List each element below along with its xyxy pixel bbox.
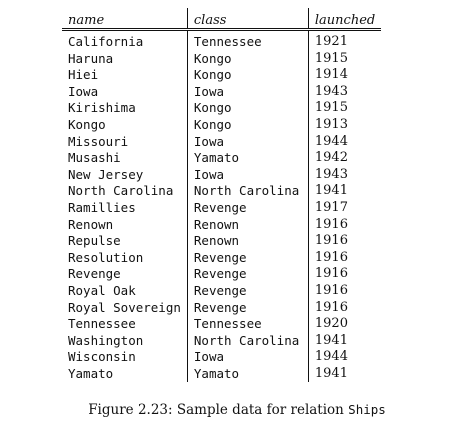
cell-launched: 1916 — [308, 300, 381, 317]
cell-name: California — [68, 34, 144, 49]
table-row — [62, 150, 381, 167]
cell-class: North Carolina — [187, 183, 308, 200]
cell-name: Revenge — [68, 266, 121, 282]
cell-class: Kongo — [187, 100, 308, 117]
cell-class: Tennessee — [187, 30, 308, 51]
cell-name: Musashi — [68, 150, 121, 166]
cell-name: Kongo — [68, 116, 106, 132]
table-row — [62, 266, 381, 283]
table-row — [62, 366, 381, 383]
header-name: name — [62, 8, 187, 30]
cell-launched: 1941 — [308, 333, 381, 350]
cell-launched: 1944 — [308, 134, 381, 151]
cell-class: Renown — [187, 217, 308, 234]
cell-name: Hiei — [68, 67, 99, 83]
cell-name: Ramillies — [68, 199, 136, 215]
cell-class: Revenge — [187, 266, 308, 283]
table-row — [62, 300, 381, 317]
table-body — [62, 30, 381, 383]
cell-class: Yamato — [187, 150, 308, 167]
cell-launched: 1915 — [308, 100, 381, 117]
cell-class: Yamato — [187, 366, 308, 383]
table-row — [62, 67, 381, 84]
table-row — [62, 217, 381, 234]
header-launched: launched — [308, 8, 381, 30]
caption-text: Figure 2.23: Sample data for relation — [88, 402, 349, 418]
cell-class: Revenge — [187, 283, 308, 300]
cell-launched: 1942 — [308, 150, 381, 167]
cell-name: Tennessee — [68, 316, 136, 332]
table-row — [62, 349, 381, 366]
figure-caption — [0, 402, 474, 418]
cell-class: Iowa — [187, 349, 308, 366]
cell-name: Royal Oak — [68, 282, 136, 298]
cell-name: Washington — [68, 332, 144, 348]
cell-name: New Jersey — [68, 166, 144, 182]
table-row — [62, 333, 381, 350]
cell-class: Tennessee — [187, 316, 308, 333]
cell-name: Kirishima — [68, 100, 136, 116]
cell-launched: 1917 — [308, 200, 381, 217]
cell-launched: 1944 — [308, 349, 381, 366]
cell-launched: 1915 — [308, 51, 381, 68]
cell-class: Renown — [187, 233, 308, 250]
cell-launched: 1916 — [308, 266, 381, 283]
cell-launched: 1921 — [308, 30, 381, 51]
cell-name: Repulse — [68, 233, 121, 249]
cell-name: North Carolina — [68, 183, 174, 199]
cell-launched: 1916 — [308, 283, 381, 300]
cell-name: Royal Sovereign — [68, 299, 181, 315]
cell-name: Resolution — [68, 249, 144, 265]
cell-name: Wisconsin — [68, 349, 136, 365]
cell-name: Yamato — [68, 365, 114, 381]
table-row — [62, 283, 381, 300]
cell-name: Missouri — [68, 133, 129, 149]
table-row — [62, 100, 381, 117]
table-row — [62, 84, 381, 101]
cell-class: Iowa — [187, 167, 308, 184]
cell-launched: 1914 — [308, 67, 381, 84]
header-class: class — [187, 8, 308, 30]
table-row — [62, 316, 381, 333]
table-row — [62, 200, 381, 217]
cell-launched: 1913 — [308, 117, 381, 134]
table-row — [62, 117, 381, 134]
cell-class: Kongo — [187, 117, 308, 134]
table-row — [62, 134, 381, 151]
cell-launched: 1920 — [308, 316, 381, 333]
table-row — [62, 183, 381, 200]
cell-name: Iowa — [68, 83, 99, 99]
ships-table — [62, 8, 381, 382]
caption-relation-name: Ships — [348, 402, 386, 417]
table-header — [62, 8, 381, 30]
cell-name: Haruna — [68, 50, 114, 66]
table-row — [62, 30, 381, 51]
cell-class: Revenge — [187, 200, 308, 217]
table-row — [62, 167, 381, 184]
cell-launched: 1916 — [308, 233, 381, 250]
cell-class: Revenge — [187, 300, 308, 317]
cell-launched: 1916 — [308, 217, 381, 234]
table-row — [62, 51, 381, 68]
cell-launched: 1941 — [308, 183, 381, 200]
cell-class: Revenge — [187, 250, 308, 267]
cell-class: North Carolina — [187, 333, 308, 350]
header-row — [62, 8, 381, 30]
cell-class: Iowa — [187, 84, 308, 101]
table-row — [62, 233, 381, 250]
cell-launched: 1943 — [308, 167, 381, 184]
table-row — [62, 250, 381, 267]
cell-launched: 1941 — [308, 366, 381, 383]
cell-name: Renown — [68, 216, 114, 232]
cell-class: Kongo — [187, 51, 308, 68]
cell-class: Kongo — [187, 67, 308, 84]
cell-class: Iowa — [187, 134, 308, 151]
cell-launched: 1943 — [308, 84, 381, 101]
cell-launched: 1916 — [308, 250, 381, 267]
